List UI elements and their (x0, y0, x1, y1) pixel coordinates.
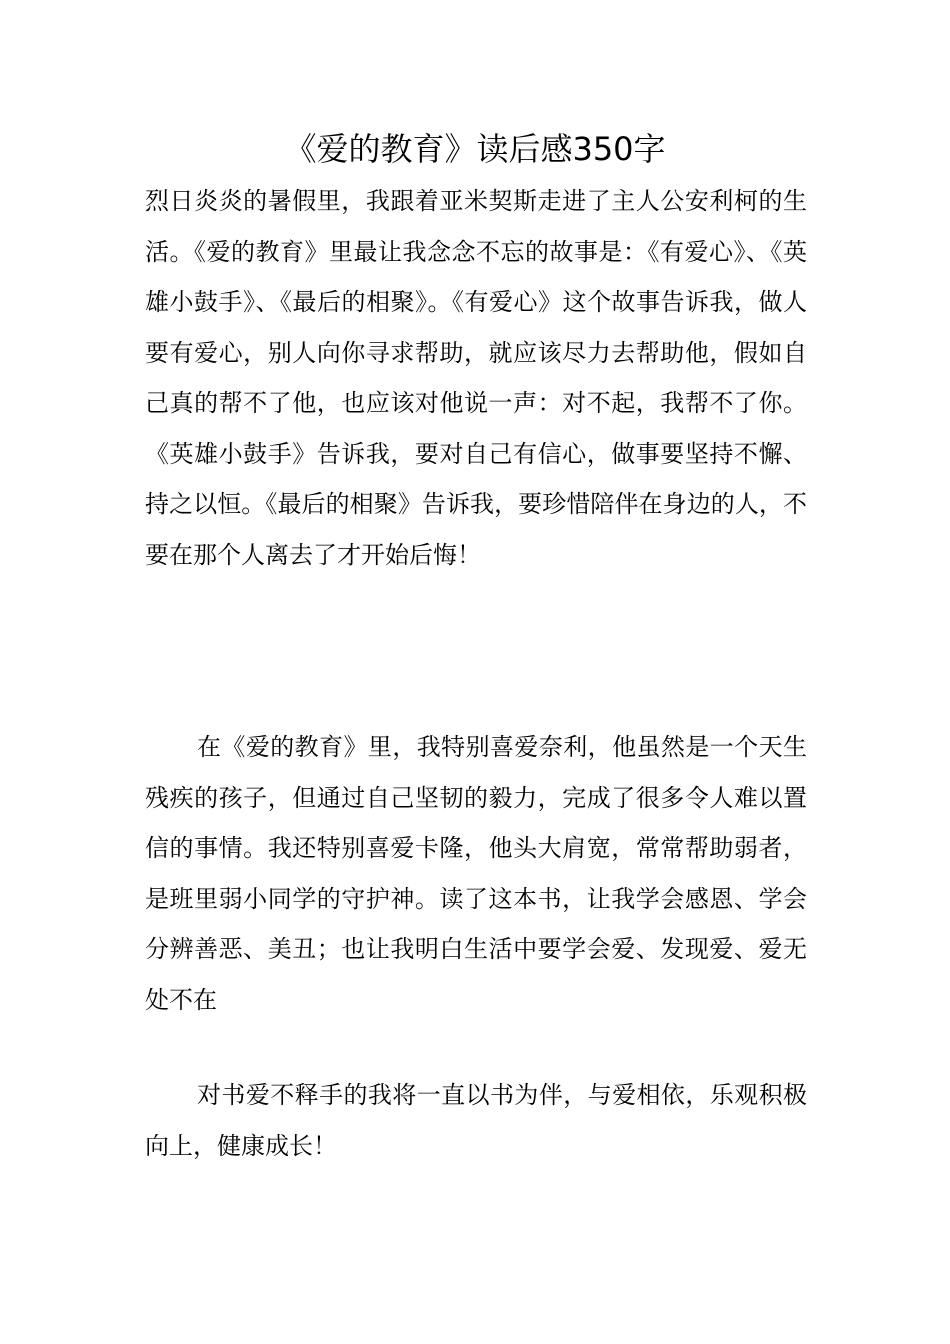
paragraph-3: 对书爱不释手的我将一直以书为伴，与爱相依，乐观积极向上，健康成长！ (145, 1081, 807, 1160)
paragraph-1: 烈日炎炎的暑假里，我跟着亚米契斯走进了主人公安利柯的生活。《爱的教育》里最让我念念不忘的故事是：《有爱心》、《英雄小鼓手》、《最后的相聚》。《有爱心》这个故事告诉我，做人要有爱心，别人向你寻求帮助，就应该尽力去帮助他，假如自己真的帮不了他，也应该对他说一声：对不起，我帮不了你。《英雄小鼓手》告诉我，要对自己有信心，做事要坚持不懈、持之以恒。《最后的相聚》告诉我，要珍惜陪伴在身边的人，不要在那个人离去了才开始后悔！ (145, 187, 807, 569)
paragraph-2: 在《爱的教育》里，我特别喜爱奈利，他虽然是一个天生残疾的孩子，但通过自己坚韧的毅力，完成了很多令人难以置信的事情。我还特别喜爱卡隆，他头大肩宽，常常帮助弱者，是班里弱小同学的守护神。读了这本书，让我学会感恩、学会分辨善恶、美丑；也让我明白生活中要学会爱、发现爱、爱无处不在 (145, 733, 807, 1014)
document-title: 《爱的教育》读后感350字 (284, 130, 666, 168)
